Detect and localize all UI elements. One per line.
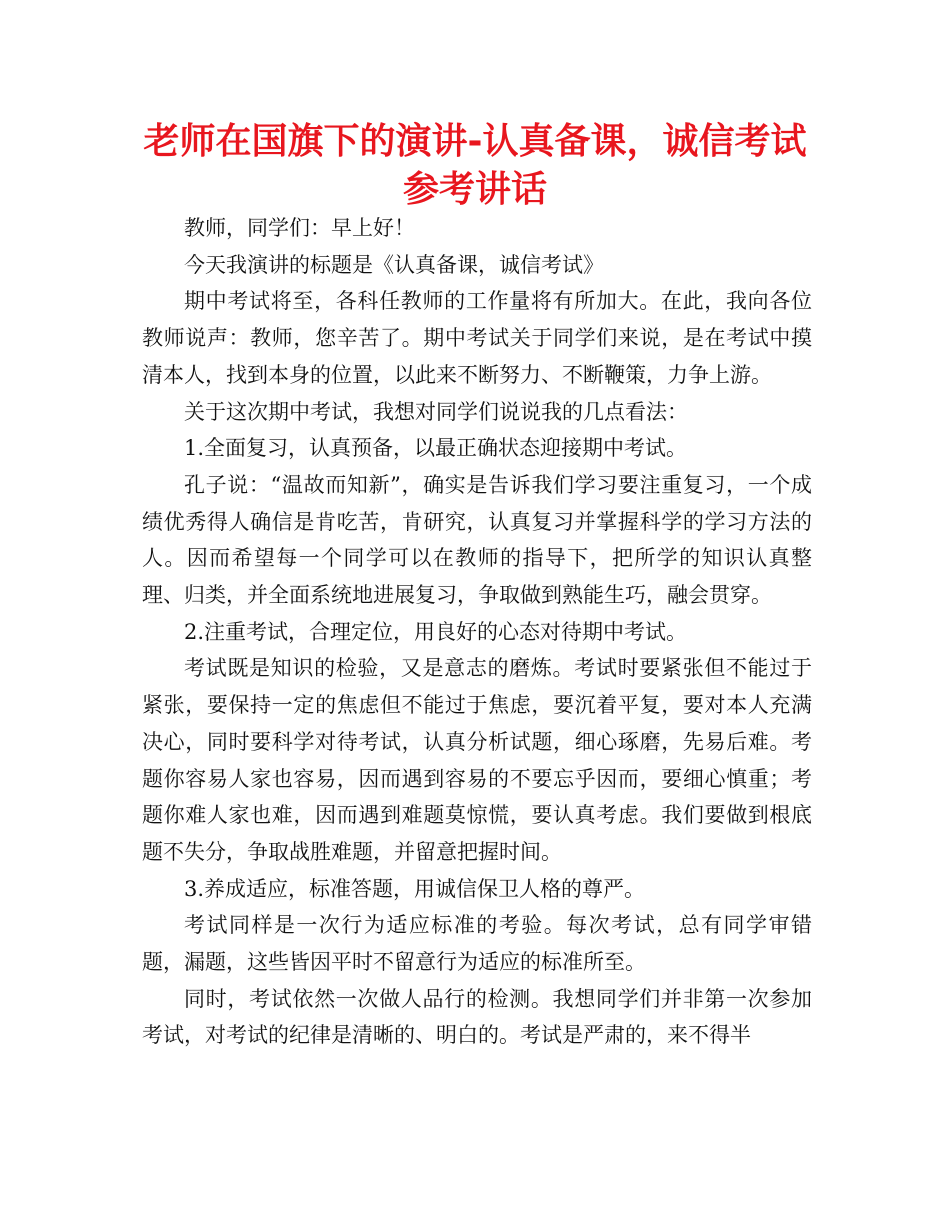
paragraph-intro: 期中考试将至，各科任教师的工作量将有所加大。在此，我向各位教师说声：教师，您辛苦了。期中考试关于同学们来说，是在考试中摸清本人，找到本身的位置，以此来不断努力、不断鞭策，力争上游。 [142,289,812,387]
document-title: 老师在国旗下的演讲-认真备课，诚信考试参考讲话 [143,121,807,210]
paragraph-point-1-body: 孔子说：“温故而知新”，确实是告诉我们学习要注重复习，一个成绩优秀得人确信是肯吃苦，肯研究，认真复习并掌握科学的学习方法的人。因而希望每一个同学可以在教师的指导下，把所学的知识认真整理、归类，并全面系统地进展复习，争取做到熟能生巧，融会贯穿。 [142,472,812,608]
document-body [142,210,812,1054]
paragraph-greeting: 教师，同学们：早上好！ [184,216,415,240]
paragraph-integrity: 同时，考试依然一次做人品行的检测。我想同学们并非第一次参加考试，对考试的纪律是清晰的、明白的。考试是严肃的，来不得半 [142,986,812,1048]
paragraph-point-1-heading: 1.全面复习，认真预备，以最正确状态迎接期中考试。 [184,436,688,461]
paragraph-views-lead: 关于这次期中考试，我想对同学们说说我的几点看法： [184,399,688,424]
paragraph-point-3-heading: 3.养成适应，标准答题，用诚信保卫人格的尊严。 [184,876,646,901]
paragraph-point-2-heading: 2.注重考试，合理定位，用良好的心态对待期中考试。 [184,619,688,644]
paragraph-point-3-body: 考试同样是一次行为适应标准的考验。每次考试，总有同学审错题，漏题，这些皆因平时不留意行为适应的标准所至。 [142,913,812,975]
paragraph-point-2-body: 考试既是知识的检验，又是意志的磨炼。考试时要紧张但不能过于紧张，要保持一定的焦虑但不能过于焦虑，要沉着平复，要对本人充满决心，同时要科学对待考试，认真分析试题，细心琢磨，先易后难。考题你容易人家也容易，因而遇到容易的不要忘乎因而，要细心慎重；考题你难人家也难，因而遇到难题莫惊慌，要认真考虑。我们要做到根底题不失分，争取战胜难题，并留意把握时间。 [142,656,812,864]
paragraph-topic: 今天我演讲的标题是《认真备课，诚信考试》 [184,252,604,277]
